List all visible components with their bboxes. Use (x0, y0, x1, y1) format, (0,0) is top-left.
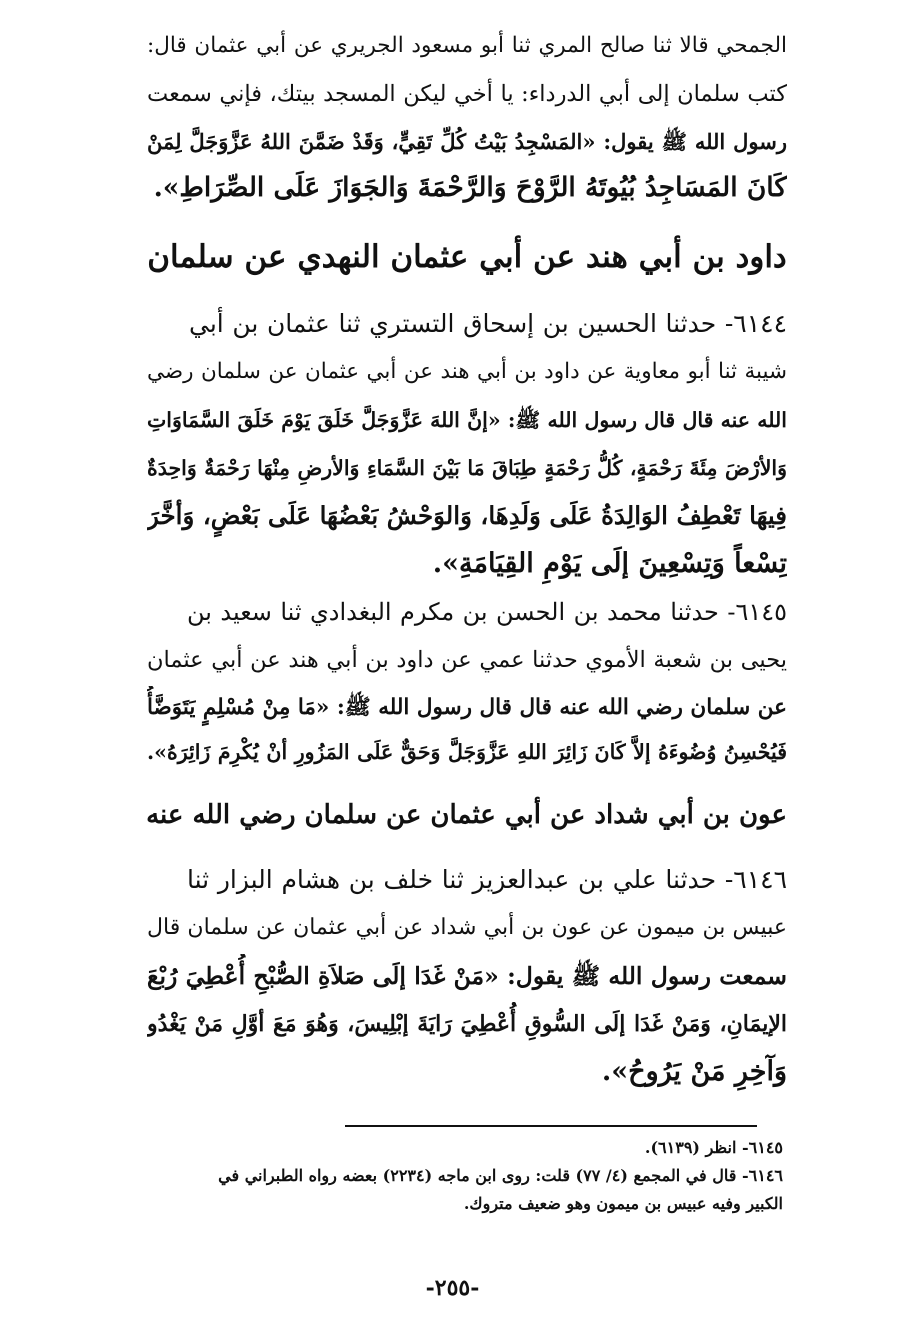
footnote: ٦١٤٦- قال في المجمع (٤/ ٧٧) قلت: روى ابن ماجه (٢٢٣٤) بعضه رواه الطبراني في (218, 1166, 783, 1185)
page-number: -٢٥٥- (425, 1275, 480, 1301)
hadith-line: فِيهَا تَعْطِفُ الوَالِدَةُ عَلَى وَلَدِهَا، وَالوَحْشُ بَعْضُهَا عَلَى بَعْضٍ، وَأخَّرَ (147, 501, 787, 530)
hadith-line: يحيى بن شعبة الأموي حدثنا عمي عن داود بن أبي هند عن أبي عثمان (147, 647, 787, 673)
hadith-line: ٦١٤٤- حدثنا الحسين بن إسحاق التستري ثنا عثمان بن أبي (189, 309, 787, 338)
section-heading: داود بن أبي هند عن أبي عثمان النهدي عن سلمان (147, 239, 787, 275)
text-line: الجمحي قالا ثنا صالح المري ثنا أبو مسعود الجريري عن أبي عثمان قال: (147, 33, 787, 58)
footnote-rule (345, 1125, 757, 1127)
hadith-line: عبيس بن ميمون عن عون بن أبي شداد عن أبي عثمان عن سلمان قال (147, 915, 787, 940)
hadith-line: عن سلمان رضي الله عنه قال قال رسول الله ﷺ: «مَا مِنْ مُسْلِمٍ يَتَوَضَّأُ (147, 695, 787, 720)
hadith-line: تِسْعاً وَتِسْعِينَ إلَى يَوْمِ القِيَامَةِ». (432, 548, 787, 579)
hadith-line: شيبة ثنا أبو معاوية عن داود بن أبي هند عن أبي عثمان عن سلمان رضي (147, 359, 787, 384)
section-heading: عون بن أبي شداد عن أبي عثمان عن سلمان رضي الله عنه (146, 800, 787, 830)
text-line: رسول الله ﷺ يقول: «المَسْجِدُ بَيْتُ كُلِّ تَقِيٍّ، وَقَدْ ضَمَّنَ اللهُ عَزَّوَجَلَّ لِمَنْ (147, 129, 787, 154)
hadith-line: ٦١٤٥- حدثنا محمد بن الحسن بن مكرم البغدادي ثنا سعيد بن (187, 598, 787, 626)
footnote: ٦١٤٥- انظر (٦١٣٩). (644, 1138, 783, 1157)
hadith-line: سمعت رسول الله ﷺ يقول: «مَنْ غَدَا إلَى صَلاَةِ الصُّبْحِ أُعْطِيَ رُبْعَ (147, 962, 787, 990)
footnote: الكبير وفيه عبيس بن ميمون وهو ضعيف متروك. (463, 1194, 783, 1213)
text-line: كتب سلمان إلى أبي الدرداء: يا أخي ليكن المسجد بيتك، فإني سمعت (147, 81, 787, 107)
hadith-line: فَيُحْسِنُ وُضُوءَهُ إلاَّ كَانَ زَائِرَ اللهِ عَزَّوَجَلَّ وَحَقٌّ عَلَى المَزُورِ أنْ يُكْرِمَ زَائِرَهُ». (147, 740, 787, 764)
hadith-line: الله عنه قال قال رسول الله ﷺ: «إنَّ اللهَ عَزَّوَجَلَّ خَلَقَ يَوْمَ خَلَقَ السَّمَاوَاتِ (147, 408, 787, 432)
hadith-line: الإيمَانِ، وَمَنْ غَدَا إلَى السُّوقِ أُعْطِيَ رَايَةَ إبْلِيسَ، وَهُوَ مَعَ أوَّلِ مَنْ يَغْدُو (147, 1011, 787, 1037)
text-line: كَانَ المَسَاجِدُ بُيُوتَهُ الرَّوْحَ وَالرَّحْمَةَ وَالجَوَازَ عَلَى الصِّرَاطِ». (153, 172, 787, 203)
hadith-line: وَآخِرِ مَنْ يَرُوحُ». (601, 1056, 787, 1087)
hadith-line: ٦١٤٦- حدثنا علي بن عبدالعزيز ثنا خلف بن هشام البزار ثنا (187, 865, 787, 894)
hadith-line: وَالأرْضَ مِئَةَ رَحْمَةٍ، كُلُّ رَحْمَةٍ طِبَاقَ مَا بَيْنَ السَّمَاءِ وَالأرضِ مِنْهَا رَحْمَةٌ وَاحِدَةٌ (147, 456, 787, 480)
